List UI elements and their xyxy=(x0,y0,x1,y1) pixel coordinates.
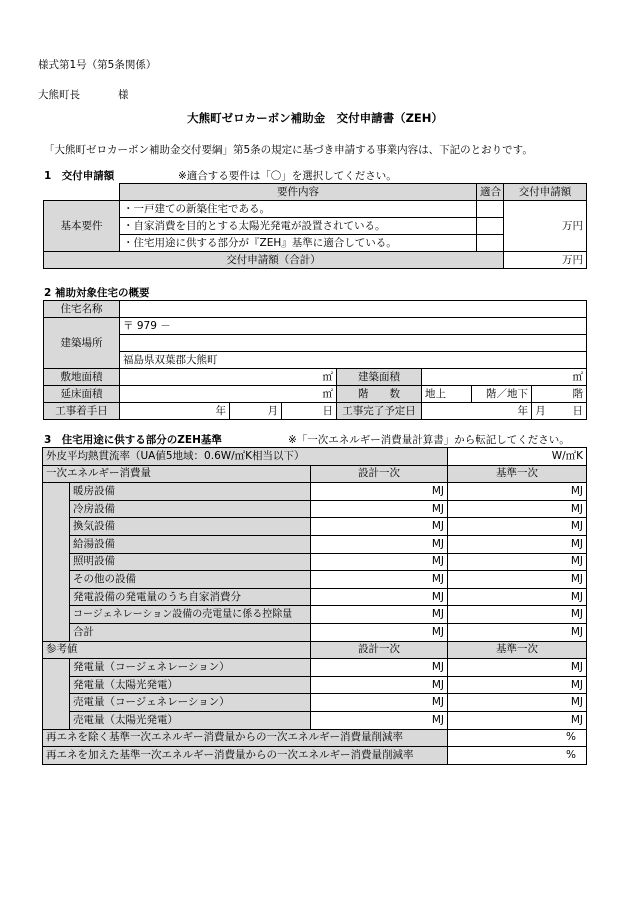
energy-item: 発電設備の発電量のうち自家消費分 xyxy=(70,588,311,606)
location-label: 建築場所 xyxy=(44,318,120,369)
standard-field[interactable]: MJ xyxy=(448,518,587,536)
col-design-primary-ref: 設計一次 xyxy=(311,641,448,659)
section3-heading: 3 住宅用途に供する部分のZEH基準 xyxy=(44,434,222,446)
basic-requirement-label: 基本要件 xyxy=(44,201,120,252)
ref-standard-field[interactable]: MJ xyxy=(448,676,587,694)
start-month-field[interactable]: 月 xyxy=(230,403,282,420)
above-ground-field[interactable]: 階／地下 xyxy=(472,386,532,403)
ref-standard-field[interactable]: MJ xyxy=(448,694,587,712)
section3-note: ※「一次エネルギー消費量計算書」から転記してください。 xyxy=(288,434,570,446)
intro-text: 「大熊町ゼロカーボン補助金交付要綱」第5条の規定に基づき申請する事業内容は、下記のとおりです。 xyxy=(44,144,533,156)
reduction-rate-2-label: 再エネを加えた基準一次エネルギー消費量からの一次エネルギー消費量削減率 xyxy=(43,747,448,765)
col-standard-primary-ref: 基準一次 xyxy=(448,641,587,659)
address-field[interactable]: 福島県双葉郡大熊町 xyxy=(120,352,587,369)
reference-label: 参考値 xyxy=(43,641,311,659)
standard-field[interactable]: MJ xyxy=(448,588,587,606)
fit-select-3[interactable] xyxy=(477,235,504,252)
reference-item: 売電量（太陽光発電） xyxy=(70,711,311,729)
floor-area-field[interactable]: ㎡ xyxy=(120,386,337,403)
requirement-3: ・住宅用途に供する部分が『ZEH』基準に適合している。 xyxy=(120,235,477,252)
energy-item: 暖房設備 xyxy=(70,483,311,501)
ref-standard-field[interactable]: MJ xyxy=(448,711,587,729)
building-area-field[interactable]: ㎡ xyxy=(422,369,587,386)
standard-field[interactable]: MJ xyxy=(448,553,587,571)
amount-field[interactable]: 万円 xyxy=(504,201,587,252)
finish-date-label: 工事完了予定日 xyxy=(337,403,422,420)
ref-design-field[interactable]: MJ xyxy=(311,711,448,729)
house-overview-table xyxy=(43,300,587,420)
above-ground-label: 地上 xyxy=(422,386,472,403)
energy-item: コージェネレーション設備の売電量に係る控除量 xyxy=(70,606,311,624)
reference-item: 発電量（コージェネレーション） xyxy=(70,659,311,677)
section2-heading: 2 補助対象住宅の概要 xyxy=(44,287,150,299)
reduction-rate-2-field[interactable]: % xyxy=(448,747,587,765)
energy-item: 冷房設備 xyxy=(70,500,311,518)
start-year-field[interactable]: 年 xyxy=(120,403,230,420)
addressee-honorific: 様 xyxy=(118,89,129,101)
total-amount-field[interactable]: 万円 xyxy=(504,252,587,269)
energy-consumption-label: 一次エネルギー消費量 xyxy=(43,465,311,483)
design-field[interactable]: MJ xyxy=(311,535,448,553)
design-total-field[interactable]: MJ xyxy=(311,623,448,641)
reference-item: 売電量（コージェネレーション） xyxy=(70,694,311,712)
standard-field[interactable]: MJ xyxy=(448,535,587,553)
design-field[interactable]: MJ xyxy=(311,606,448,624)
design-field[interactable]: MJ xyxy=(311,553,448,571)
fit-select-1[interactable] xyxy=(477,201,504,218)
house-name-label: 住宅名称 xyxy=(44,301,120,318)
finish-year-field[interactable]: 年 xyxy=(422,403,532,420)
site-area-label: 敷地面積 xyxy=(44,369,120,386)
application-amount-table xyxy=(43,183,587,269)
energy-item: 換気設備 xyxy=(70,518,311,536)
start-date-label: 工事着手日 xyxy=(44,403,120,420)
energy-item: その他の設備 xyxy=(70,571,311,589)
ref-standard-field[interactable]: MJ xyxy=(448,659,587,677)
design-field[interactable]: MJ xyxy=(311,483,448,501)
ua-value-field[interactable]: W/㎡K xyxy=(448,448,587,466)
address-blank xyxy=(120,335,587,352)
ua-value-label: 外皮平均熱貫流率（UA値5地域：0.6W/㎡K相当以下） xyxy=(43,448,448,466)
design-field[interactable]: MJ xyxy=(311,518,448,536)
below-ground-field[interactable]: 階 xyxy=(532,386,587,403)
design-field[interactable]: MJ xyxy=(311,571,448,589)
fit-select-2[interactable] xyxy=(477,218,504,235)
zeh-criteria-table xyxy=(42,447,587,765)
reference-item: 発電量（太陽光発電） xyxy=(70,676,311,694)
energy-item: 照明設備 xyxy=(70,553,311,571)
requirement-2: ・自家消費を目的とする太陽光発電が設置されている。 xyxy=(120,218,477,235)
energy-item: 給湯設備 xyxy=(70,535,311,553)
energy-group-bar xyxy=(43,483,70,641)
requirement-1: ・一戸建ての新築住宅である。 xyxy=(120,201,477,218)
postal-code-field[interactable]: 〒 979 － xyxy=(120,318,587,335)
section1-heading: 1 交付申請額 xyxy=(44,170,115,182)
energy-total-label: 合計 xyxy=(70,623,311,641)
col-requirement: 要件内容 xyxy=(120,184,477,201)
reduction-rate-1-field[interactable]: % xyxy=(448,729,587,747)
standard-field[interactable]: MJ xyxy=(448,606,587,624)
floor-area-label: 延床面積 xyxy=(44,386,120,403)
ref-design-field[interactable]: MJ xyxy=(311,659,448,677)
standard-field[interactable]: MJ xyxy=(448,483,587,501)
page-title: 大熊町ゼロカーボン補助金 交付申請書（ZEH） xyxy=(187,111,443,125)
design-field[interactable]: MJ xyxy=(311,500,448,518)
finish-month-label: 月 xyxy=(535,404,546,417)
reduction-rate-1-label: 再エネを除く基準一次エネルギー消費量からの一次エネルギー消費量削減率 xyxy=(43,729,448,747)
building-area-label: 建築面積 xyxy=(337,369,422,386)
col-fit: 適合 xyxy=(477,184,504,201)
reference-group-bar xyxy=(43,659,70,729)
standard-field[interactable]: MJ xyxy=(448,500,587,518)
col-amount: 交付申請額 xyxy=(504,184,587,201)
total-amount-label: 交付申請額（合計） xyxy=(44,252,504,269)
form-number: 様式第1号（第5条関係） xyxy=(38,59,157,71)
site-area-field[interactable]: ㎡ xyxy=(120,369,337,386)
house-name-field[interactable] xyxy=(120,301,587,318)
finish-day-label: 日 xyxy=(572,404,583,417)
ref-design-field[interactable]: MJ xyxy=(311,676,448,694)
ref-design-field[interactable]: MJ xyxy=(311,694,448,712)
addressee-name: 大熊町長 xyxy=(38,89,80,101)
floors-label: 階 数 xyxy=(337,386,422,403)
col-standard-primary: 基準一次 xyxy=(448,465,587,483)
start-day-field[interactable]: 日 xyxy=(282,403,337,420)
section1-note: ※適合する要件は「〇」を選択してください。 xyxy=(178,170,397,182)
standard-field[interactable]: MJ xyxy=(448,571,587,589)
design-field[interactable]: MJ xyxy=(311,588,448,606)
finish-month-field[interactable] xyxy=(532,403,587,420)
col-design-primary: 設計一次 xyxy=(311,465,448,483)
standard-total-field[interactable]: MJ xyxy=(448,623,587,641)
